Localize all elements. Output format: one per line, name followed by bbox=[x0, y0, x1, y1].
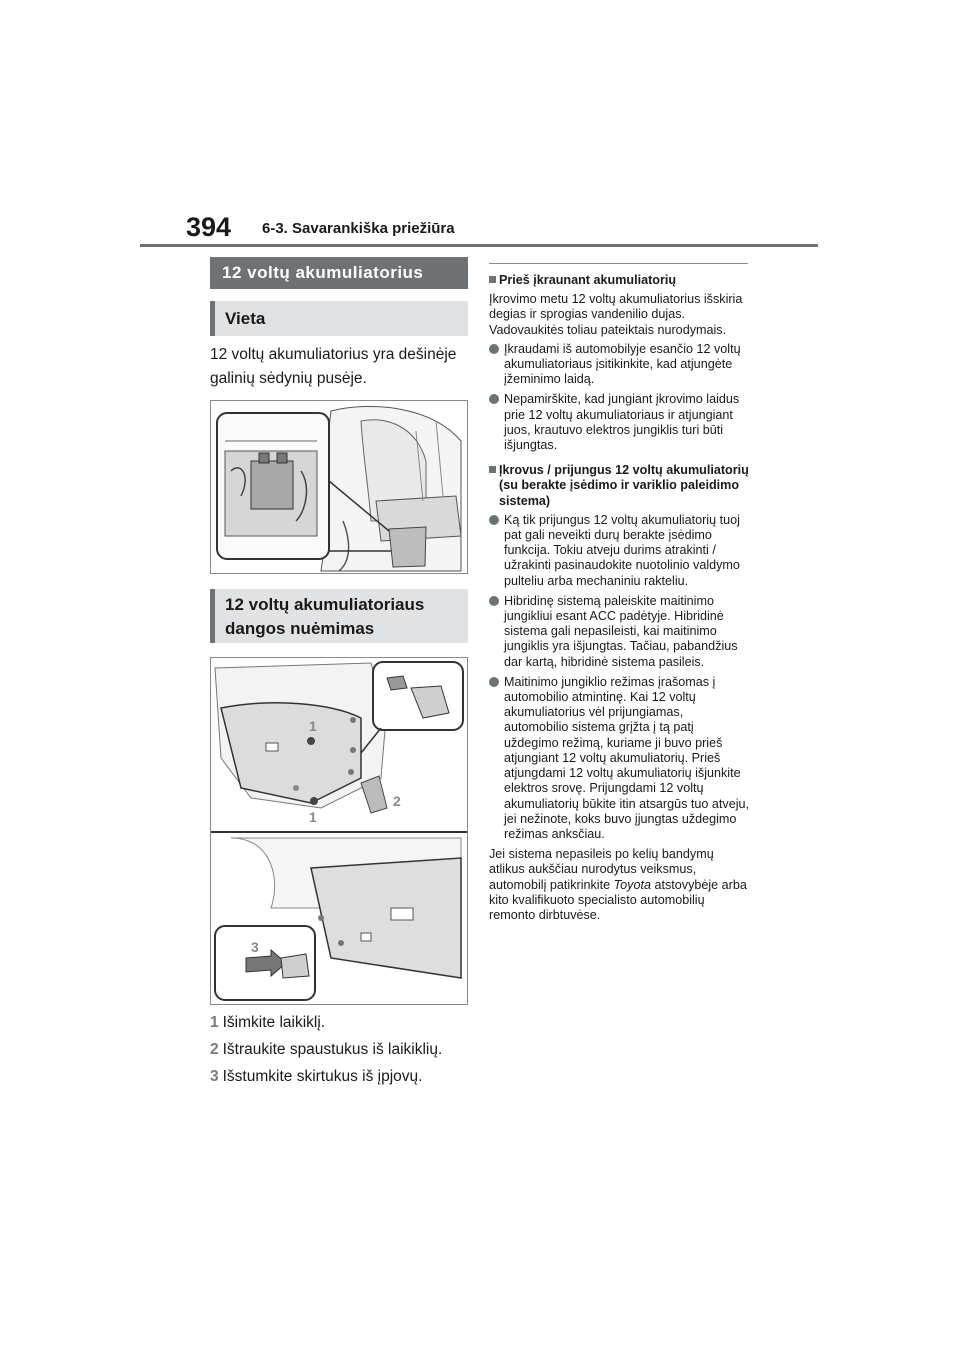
dealer-note bbox=[489, 847, 751, 923]
charging-notes bbox=[489, 263, 751, 927]
dealer-note-text: Jei sistema nepasileis po kelių bandymų atlikus aukščiau nurodytus veiksmus, automobilį patikrinkite bbox=[489, 847, 714, 892]
before-charging-text: Įkrovimo metu 12 voltų akumuliatorius išskiria degias ir sprogias vandenilio dujas. Vadovaukitės toliau pateiktais nurodymais. bbox=[489, 292, 743, 337]
after-charging-heading: Įkrovus / prijungus 12 voltų akumuliatorių (su berakte įsėdimo ir variklio paleidimo sistema) bbox=[489, 463, 751, 509]
battery-location-drawing bbox=[211, 401, 467, 573]
removal-steps bbox=[210, 1013, 472, 1094]
cover-removal-illustration bbox=[210, 657, 468, 1005]
step-text: Išimkite laikiklį. bbox=[222, 1014, 326, 1031]
step-text: Išstumkite skirtukus iš įpjovų. bbox=[222, 1068, 423, 1085]
cover-removal-heading bbox=[210, 589, 468, 643]
location-text: 12 voltų akumuliatorius yra dešinėje galinių sėdynių pusėje. bbox=[210, 346, 457, 387]
note-bullet: Ką tik prijungus 12 voltų akumuliatorių tuoj pat gali neveikti durų berakte įsėdimo funkcija. Tokiu atveju durims atrakinti / užrakinti pasinaudokite nuotolinio valdymo pulteliu arba mechaniniu rakteliu. bbox=[489, 513, 751, 589]
dealer-note-text-end: atstovybėje arba kito kvalifikuoto specialisto automobilių remonto dirbtuvėse. bbox=[489, 877, 747, 922]
note-bullet: Įkraudami iš automobilyje esančio 12 voltų akumuliatoriaus įsitikinkite, kad atjungėte įžeminimo laidą. bbox=[489, 342, 751, 388]
cover-removal-drawing bbox=[211, 658, 467, 1004]
step-text: Ištraukite spaustukus iš laikiklių. bbox=[222, 1041, 443, 1058]
section-title: 12 voltų akumuliatorius bbox=[210, 257, 468, 289]
page-number: 394 bbox=[186, 212, 232, 242]
step-number: 3 bbox=[210, 1068, 219, 1085]
section-reference: 6-3. Savarankiška priežiūra bbox=[262, 220, 455, 237]
step-item bbox=[210, 1067, 472, 1087]
step-item bbox=[210, 1040, 472, 1060]
note-bullet: Hibridinę sistemą paleiskite maitinimo jungikliui esant ACC padėtyje. Hibridinė sistema gali nepasileisti, kai maitinimo jungiklis yra išjungtas. Tačiau, pabandžius dar kartą, hibridinė sistema pasileis. bbox=[489, 594, 751, 670]
callout-3: 3 bbox=[251, 939, 259, 955]
battery-location-illustration bbox=[210, 400, 468, 574]
step-number: 2 bbox=[210, 1041, 219, 1058]
location-heading: Vieta bbox=[210, 301, 468, 336]
callout-1-bottom: 1 bbox=[309, 809, 317, 825]
cover-removal-heading-line2: dangos nuėmimas bbox=[225, 619, 375, 638]
header-divider bbox=[140, 244, 818, 247]
step-number: 1 bbox=[210, 1014, 219, 1031]
before-charging-heading: Prieš įkraunant akumuliatorių bbox=[489, 273, 751, 288]
step-item bbox=[210, 1013, 472, 1033]
brand-name: Toyota bbox=[613, 877, 651, 892]
note-bullet: Nepamirškite, kad jungiant įkrovimo laidus prie 12 voltų akumuliatoriaus ir atjungiant juos, krautuvo elektros jungiklis turi būti išjungtas. bbox=[489, 392, 751, 453]
callout-1-top: 1 bbox=[309, 718, 317, 734]
note-bullet: Maitinimo jungiklio režimas įrašomas į automobilio atmintinę. Kai 12 voltų akumuliatorius vėl prijungiamas, automobilio sistema grįžta į tą patį uždegimo režimą, kuriame ji buvo prieš atjungiant 12 voltų akumuliatorių. Prieš atjungdami 12 voltų akumuliatorių išjunkite elektros srovę. Prijungdami 12 voltų akumuliatorių būkite itin atsargūs tuo atveju, jei nežinote, koks buvo įjungtas uždegimo režimas anksčiau. bbox=[489, 675, 751, 842]
callout-2: 2 bbox=[393, 793, 401, 809]
cover-removal-heading-line1: 12 voltų akumuliatoriaus bbox=[225, 595, 425, 614]
